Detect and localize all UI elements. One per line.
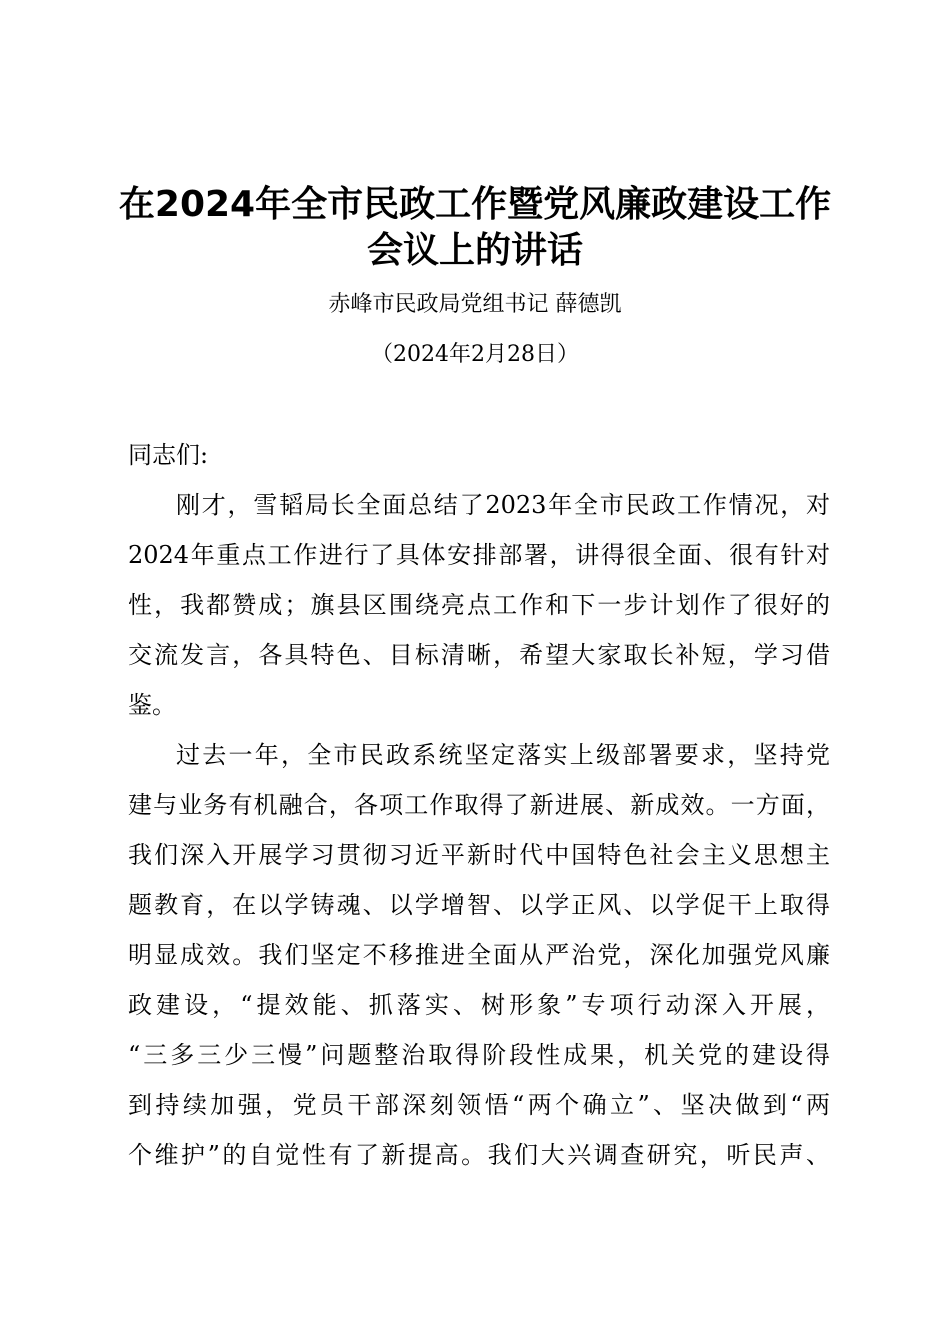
text-line: 题教育，在以学铸魂、以学增智、以学正风、以学促干上取得 xyxy=(128,891,830,919)
document-date: （2024年2月28日） xyxy=(371,342,579,367)
text-line: 刚才，雪韬局长全面总结了2023年全市民政工作情况，对 xyxy=(176,491,830,519)
document-title-line-1: 在2024年全市民政工作暨党风廉政建设工作 xyxy=(118,184,832,225)
text-line: 我们深入开展学习贯彻习近平新时代中国特色社会主义思想主 xyxy=(128,841,830,869)
text-line: “三多三少三慢”问题整治取得阶段性成果，机关党的建设得 xyxy=(128,1041,830,1069)
text-line: 过去一年，全市民政系统坚定落实上级部署要求，坚持党 xyxy=(176,741,830,769)
text-line: 到持续加强，党员干部深刻领悟“两个确立”、坚决做到“两 xyxy=(128,1091,830,1119)
paragraph-2 xyxy=(128,735,830,1185)
text-line: 个维护”的自觉性有了新提高。我们大兴调查研究，听民声、 xyxy=(128,1141,830,1169)
text-line: 明显成效。我们坚定不移推进全面从严治党，深化加强党风廉 xyxy=(128,941,830,969)
document-body xyxy=(128,435,830,1185)
text-line: 政建设，“提效能、抓落实、树形象”专项行动深入开展， xyxy=(128,991,830,1019)
text-line: 鉴。 xyxy=(128,691,176,719)
text-line: 交流发言，各具特色、目标清晰，希望大家取长补短，学习借 xyxy=(128,641,830,669)
text-line: 建与业务有机融合，各项工作取得了新进展、新成效。一方面， xyxy=(128,791,830,819)
text-line: 2024年重点工作进行了具体安排部署，讲得很全面、很有针对 xyxy=(128,541,830,569)
document-title-line-2: 会议上的讲话 xyxy=(366,230,583,271)
text-line: 性，我都赞成；旗县区围绕亮点工作和下一步计划作了很好的 xyxy=(128,591,830,619)
document-author: 赤峰市民政局党组书记 薛德凯 xyxy=(328,292,622,317)
paragraph-1 xyxy=(128,485,830,735)
salutation: 同志们: xyxy=(128,441,209,469)
